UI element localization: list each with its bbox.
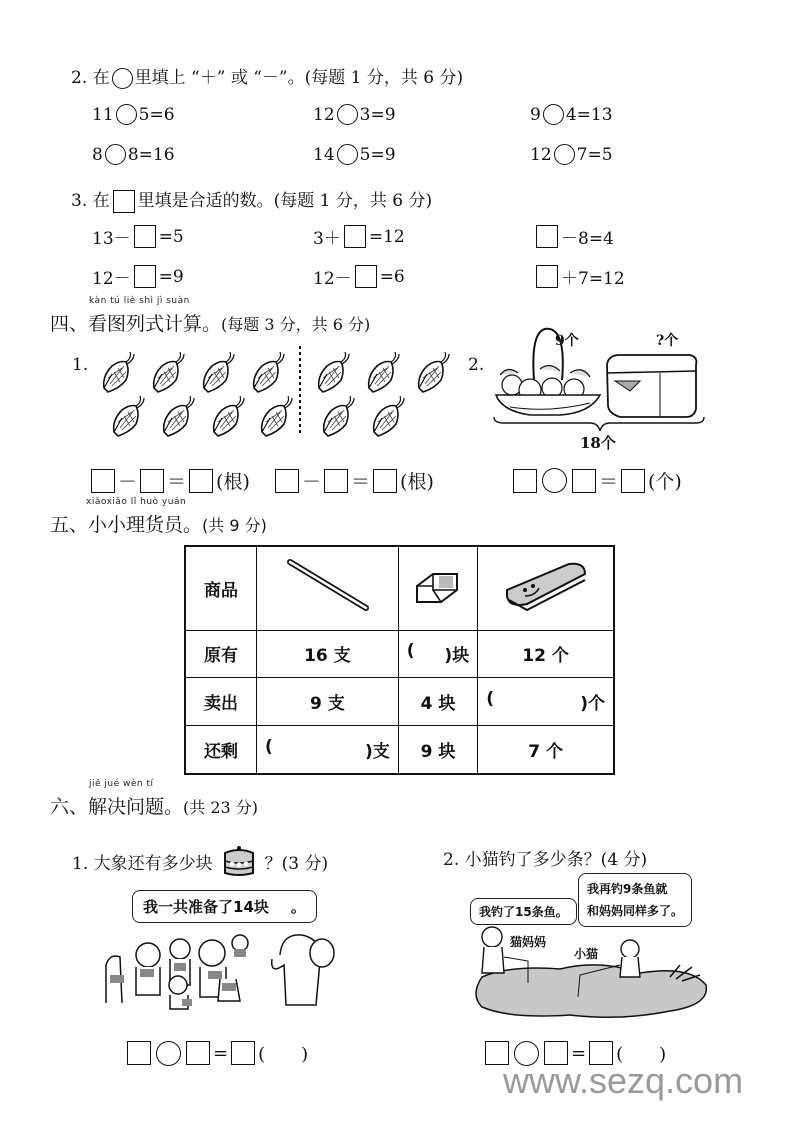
paren-close-unit: )个 xyxy=(580,694,605,715)
q2-item-5 xyxy=(313,144,396,165)
answer-box[interactable] xyxy=(140,469,164,493)
paren-open: ( xyxy=(406,641,415,662)
q2-title xyxy=(71,63,463,89)
eq-right: 5=6 xyxy=(138,104,175,125)
eq-left: 9 xyxy=(530,104,541,125)
table-row xyxy=(185,546,614,630)
number-answer-box[interactable] xyxy=(536,265,558,288)
answer-box[interactable] xyxy=(127,1041,151,1065)
mother-cat-label: 猫妈妈 xyxy=(510,935,547,949)
answer-box[interactable] xyxy=(186,1041,210,1065)
answer-box[interactable] xyxy=(513,469,537,493)
kitten-label: 小猫 xyxy=(574,947,599,961)
fill-in-cell[interactable] xyxy=(398,630,477,678)
equals-sign: ＝ xyxy=(167,471,187,493)
q2-item-4 xyxy=(92,144,175,165)
table-row xyxy=(185,725,614,774)
eq-right: 8=16 xyxy=(127,144,175,165)
cats-fishing-illustration xyxy=(470,925,720,1020)
s6-p2-question: 2. 小猫钓了多少条？(4 分) xyxy=(443,850,648,870)
corn-illustration xyxy=(90,340,460,440)
q3-title xyxy=(71,186,432,213)
animals-and-elephant-illustration xyxy=(100,925,340,1010)
eraser-icon xyxy=(413,564,463,608)
row-header: 还剩 xyxy=(185,725,257,774)
answer-box[interactable] xyxy=(324,469,348,493)
section4-pinyin: kàn tú liè shì jì suàn xyxy=(89,296,190,306)
total-count-label: 18个 xyxy=(580,434,616,452)
equals-sign: ＝ xyxy=(599,471,619,493)
unit-blank[interactable]: ( ) xyxy=(616,1044,667,1065)
eq-before: 12－ xyxy=(92,269,131,289)
number-answer-box[interactable] xyxy=(134,265,156,288)
table-cell: 7 个 xyxy=(478,725,614,774)
q2-item-3 xyxy=(530,104,613,125)
bubble-end: 。 xyxy=(290,898,306,916)
section6-heading xyxy=(50,792,258,819)
eq-right: 7=5 xyxy=(576,144,613,165)
bubble-text: 我一共准备了14块 xyxy=(143,898,269,916)
s4-p1-equation-b xyxy=(272,467,434,494)
number-answer-box[interactable] xyxy=(134,225,156,248)
eq-left: 14 xyxy=(313,144,335,165)
answer-box[interactable] xyxy=(621,469,645,493)
operator-answer-circle[interactable] xyxy=(554,144,575,165)
section5-title: 五、小小理货员。 xyxy=(50,514,203,536)
paren-open: ( xyxy=(486,689,494,710)
eq-after: =9 xyxy=(158,266,184,287)
mother-cat-speech-bubble: 我钓了15条鱼。 xyxy=(470,898,577,925)
bubble-line: 我再钓9条鱼就 xyxy=(587,882,668,896)
operator-answer-circle[interactable] xyxy=(337,144,358,165)
paren-close-unit: )块 xyxy=(444,646,470,667)
s6-p1-equation xyxy=(124,1040,308,1066)
section6-title: 六、解决问题。 xyxy=(50,796,184,818)
eq-right: 3=9 xyxy=(359,104,396,125)
eq-before: 3＋ xyxy=(313,229,341,249)
eq-after: =5 xyxy=(158,226,184,247)
q3-item-6 xyxy=(533,264,625,289)
watermark: www.sezq.com xyxy=(503,1060,744,1101)
section5-pinyin: xiǎoxiǎo lǐ huò yuán xyxy=(86,497,187,507)
operator-answer-circle[interactable] xyxy=(156,1041,181,1066)
question-text: 1. 大象还有多少块 xyxy=(72,853,213,874)
s4-p1-number: 1. xyxy=(72,355,89,375)
table-cell: 9 支 xyxy=(257,678,399,726)
eq-after: －8=4 xyxy=(561,229,614,249)
table-row xyxy=(185,678,614,726)
section4-heading xyxy=(50,309,370,336)
operator-answer-circle[interactable] xyxy=(116,104,137,125)
equals-sign: = xyxy=(213,1042,229,1064)
eq-after: =6 xyxy=(379,266,405,287)
pencil-icon xyxy=(282,556,372,616)
number-answer-box[interactable] xyxy=(355,265,377,288)
table-cell: 4 块 xyxy=(398,678,477,726)
pencil-case-cell xyxy=(478,546,614,630)
eq-before: 12－ xyxy=(313,269,352,289)
minus-sign: － xyxy=(302,471,322,493)
unit-label: (根) xyxy=(400,471,434,493)
q2-item-1 xyxy=(92,104,175,125)
eq-before: 13－ xyxy=(92,229,131,249)
operator-answer-circle[interactable] xyxy=(105,144,126,165)
eq-after: ＋7=12 xyxy=(561,269,625,289)
q3-item-3 xyxy=(533,224,614,249)
fill-in-cell[interactable] xyxy=(478,678,614,726)
unit-blank[interactable]: ( ) xyxy=(258,1044,309,1065)
pencil-cell xyxy=(257,546,399,630)
row-header: 卖出 xyxy=(185,678,257,726)
q3-item-5 xyxy=(313,264,405,289)
eq-right: 4=13 xyxy=(565,104,613,125)
s6-p1-question xyxy=(72,845,328,877)
answer-box[interactable] xyxy=(373,469,397,493)
basket-count-label: 9个 xyxy=(555,333,579,349)
eq-left: 12 xyxy=(313,104,335,125)
s4-p2-number: 2. xyxy=(468,355,485,375)
question-score: ？(3 分) xyxy=(264,853,329,874)
cake-icon xyxy=(221,845,257,877)
section6-subtitle: (共 23 分) xyxy=(183,798,259,817)
number-answer-box[interactable] xyxy=(344,225,366,248)
answer-box[interactable] xyxy=(91,469,115,493)
q2-title-suffix: 里填上 “＋” 或 “－”。(每题 1 分，共 6 分) xyxy=(134,68,464,88)
answer-box[interactable] xyxy=(572,469,596,493)
eq-right: 5=9 xyxy=(359,144,396,165)
q3-item-1 xyxy=(92,224,184,249)
section5-heading xyxy=(50,510,267,537)
inventory-table xyxy=(184,545,615,775)
fill-in-cell[interactable] xyxy=(257,725,399,774)
eq-after: =12 xyxy=(368,226,405,247)
pencil-case-icon xyxy=(503,558,589,614)
kitten-speech-bubble xyxy=(578,873,692,927)
circle-placeholder-icon xyxy=(112,68,133,89)
q3-title-prefix: 3. 在 xyxy=(71,191,110,211)
answer-box[interactable] xyxy=(231,1041,255,1065)
q2-item-2 xyxy=(313,104,396,125)
operator-answer-circle[interactable] xyxy=(543,104,564,125)
table-row xyxy=(185,630,614,678)
unit-label: (根) xyxy=(216,471,250,493)
paren-open: ( xyxy=(265,736,273,757)
section4-title: 四、看图列式计算。 xyxy=(50,313,222,335)
answer-box[interactable] xyxy=(189,469,213,493)
bubble-line: 和妈妈同样多了。 xyxy=(587,904,684,918)
eq-left: 8 xyxy=(92,144,103,165)
operator-answer-circle[interactable] xyxy=(337,104,358,125)
box-count-label: ?个 xyxy=(656,333,679,349)
s4-p2-equation xyxy=(510,467,682,494)
eq-left: 11 xyxy=(92,104,114,125)
row-header: 商品 xyxy=(185,546,257,630)
minus-sign: － xyxy=(118,471,138,493)
paren-close-unit: )支 xyxy=(364,741,390,762)
q2-item-6 xyxy=(530,144,613,165)
eq-left: 12 xyxy=(530,144,552,165)
q3-item-2 xyxy=(313,224,405,249)
table-cell: 16 支 xyxy=(257,630,399,678)
row-header: 原有 xyxy=(185,630,257,678)
equals-sign: ＝ xyxy=(351,471,371,493)
q2-title-prefix: 2. 在 xyxy=(71,68,110,88)
section6-pinyin: jiě jué wèn tí xyxy=(89,779,154,789)
box-placeholder-icon xyxy=(113,190,135,213)
table-cell: 9 块 xyxy=(398,725,477,774)
q3-title-suffix: 里填是合适的数。(每题 1 分，共 6 分) xyxy=(137,191,433,211)
elephant-speech-bubble xyxy=(132,890,317,923)
unit-label: (个) xyxy=(648,471,682,493)
equals-sign: = xyxy=(571,1042,587,1064)
q3-item-4 xyxy=(92,264,184,289)
eraser-cell xyxy=(398,546,477,630)
answer-box[interactable] xyxy=(275,469,299,493)
section5-subtitle: (共 9 分) xyxy=(202,516,267,535)
s4-p1-equation-a xyxy=(88,467,250,494)
table-cell: 12 个 xyxy=(478,630,614,678)
operator-answer-circle[interactable] xyxy=(542,468,567,493)
number-answer-box[interactable] xyxy=(536,225,558,248)
section4-subtitle: (每题 3 分，共 6 分) xyxy=(221,315,371,334)
